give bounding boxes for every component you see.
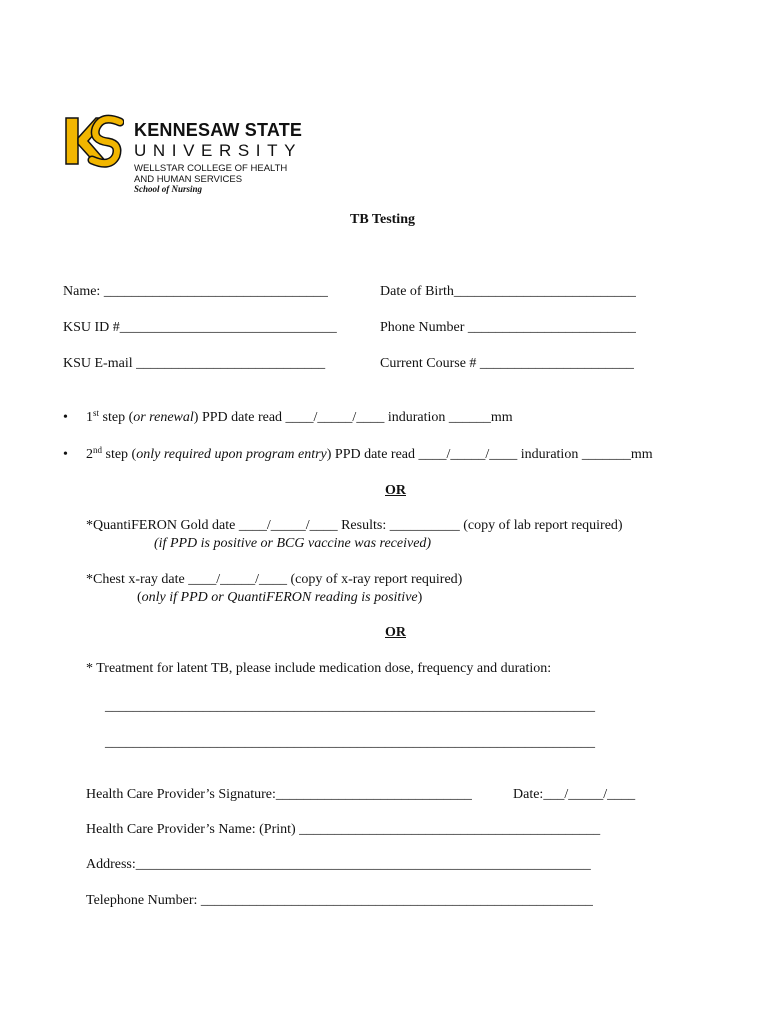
quantiferon-note: (if PPD is positive or BCG vaccine was received) xyxy=(154,536,432,551)
logo-university-name: KENNESAW STATE xyxy=(134,120,303,140)
provider-signature-field[interactable]: Health Care Provider’s Signature:____________________________ xyxy=(86,787,472,802)
provider-address-field[interactable]: Address:_________________________________________________________________ xyxy=(86,857,591,872)
step2-bullet: • xyxy=(63,447,68,462)
step1-post: ) PPD date read ____/_____/____ induration ______mm xyxy=(193,410,513,425)
step2-line[interactable] xyxy=(86,447,653,463)
provider-name-field[interactable]: Health Care Provider’s Name: (Print) ___________________________________________ xyxy=(86,822,601,837)
quantiferon-line[interactable]: *QuantiFERON Gold date ____/_____/____ Results: __________ (copy of lab report required) xyxy=(86,518,623,533)
phone-field[interactable]: Phone Number ________________________ xyxy=(380,320,636,335)
step1-italic: or renewal xyxy=(133,410,194,425)
xray-note-italic: only if PPD or QuantiFERON reading is positive xyxy=(141,590,418,605)
logo-university-word: UNIVERSITY xyxy=(134,141,303,160)
xray-note-close: ) xyxy=(417,590,423,605)
ksu-logo xyxy=(62,108,332,194)
or-divider-2: OR xyxy=(385,625,406,640)
step1-line[interactable] xyxy=(86,410,513,426)
step2-italic: only required upon program entry xyxy=(136,447,327,462)
xray-note xyxy=(137,590,422,606)
step2-post: ) PPD date read ____/_____/____ induration _______mm xyxy=(326,447,653,462)
step1-num: 1 xyxy=(86,410,93,425)
provider-date-field[interactable]: Date:___/_____/____ xyxy=(513,787,636,802)
xray-line[interactable]: *Chest x-ray date ____/_____/____ (copy of x-ray report required) xyxy=(86,572,463,587)
dob-field[interactable]: Date of Birth__________________________ xyxy=(380,284,636,299)
logo-school-name: School of Nursing xyxy=(134,184,203,194)
step1-pre: step ( xyxy=(99,410,134,425)
or-divider-1: OR xyxy=(385,483,406,498)
name-field[interactable]: Name: ________________________________ xyxy=(63,284,328,299)
treatment-label: * Treatment for latent TB, please include medication dose, frequency and duration: xyxy=(86,661,552,676)
ksu-monogram-icon xyxy=(62,108,124,174)
course-field[interactable]: Current Course # ______________________ xyxy=(380,356,634,371)
email-field[interactable]: KSU E-mail ___________________________ xyxy=(63,356,326,371)
treatment-line-2[interactable]: ______________________________________________________________________ xyxy=(105,735,595,750)
quantiferon-note-wrap xyxy=(154,536,431,552)
step2-pre: step ( xyxy=(102,447,137,462)
step2-num: 2 xyxy=(86,447,93,462)
step2-sup: nd xyxy=(93,445,102,455)
logo-college-line2: AND HUMAN SERVICES xyxy=(134,174,243,185)
logo-college-line1: WELLSTAR COLLEGE OF HEALTH xyxy=(134,163,288,174)
step1-sup: st xyxy=(93,408,100,418)
xray-note-open: ( xyxy=(137,590,142,605)
step1-bullet: • xyxy=(63,410,68,425)
provider-telephone-field[interactable]: Telephone Number: ________________________________________________________ xyxy=(86,893,593,908)
page-title: TB Testing xyxy=(350,212,415,227)
treatment-line-1[interactable]: ______________________________________________________________________ xyxy=(105,699,595,714)
ksu-id-field[interactable]: KSU ID #_______________________________ xyxy=(63,320,337,335)
logo-college-name xyxy=(134,163,287,185)
